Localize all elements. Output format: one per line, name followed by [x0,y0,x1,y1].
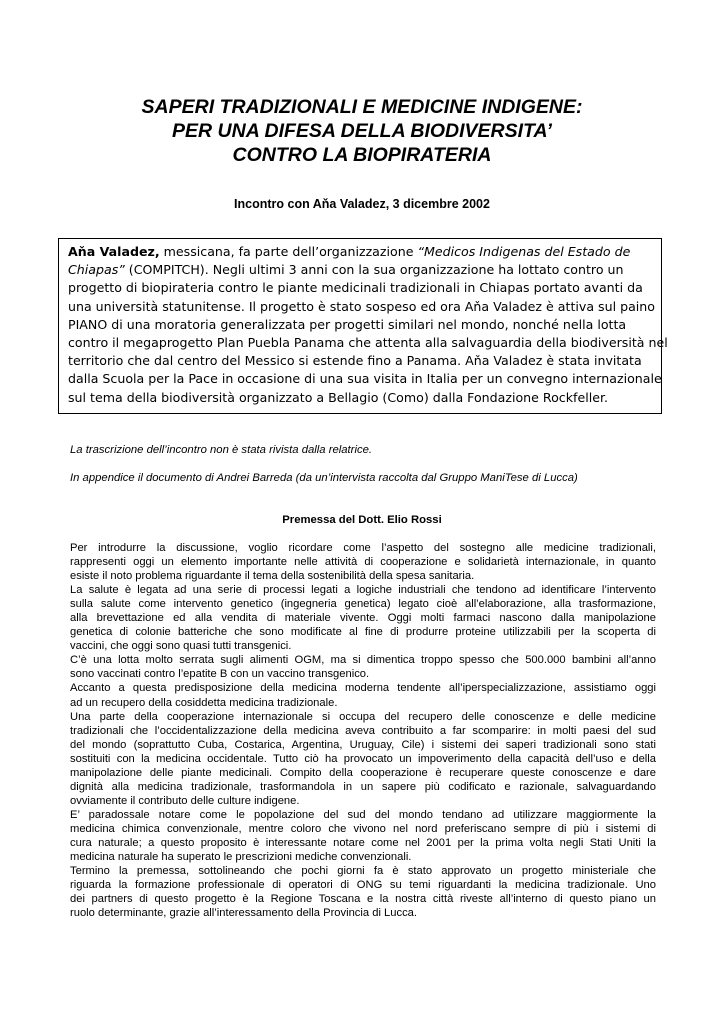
intro-line-text: dalla Scuola per la Pace in occasione di una sua visita in Italia per un convegno internazionale [68,371,662,387]
intro-line [68,261,653,279]
body-line: genetica di colonie batteriche che sono modificate al fine di produrre proteine utilizzabili per la scoperta di [70,626,656,639]
body-line: E’ paradossale notare come le popolazione del sud del mondo tendano ad utilizzare maggiormente la [70,808,656,821]
body-line: ruolo determinante, grazie all’interessamento della Provincia di Lucca. [70,907,417,920]
intro-line-text: progetto di biopirateria contro le piante medicinali tradizionali in Chiapas portato avanti da [68,280,643,296]
intro-line [68,316,653,334]
body-line: vaccini, che oggi sono quasi tutti transgenici. [70,640,292,653]
body-line: del mondo (soprattutto Cuba, Costarica, Argentina, Uruguay, Cile) i sistemi dei saperi tradizionali sono stati [70,738,656,751]
intro-line [68,279,653,297]
body-line: medicina naturale ha superato le prescrizioni mediche convenzionali. [70,851,412,864]
title-line-2: PER UNA DIFESA DELLA BIODIVERSITA’ [172,120,552,142]
intro-line [68,370,662,388]
body-line: esiste il noto problema riguardante il tema della sostenibilità della spesa sanitaria. [70,570,475,583]
intro-line-text: sul tema della biodiversità organizzato a Bellagio (Como) dalla Fondazione Rockfeller. [68,389,608,405]
intro-line [68,298,653,316]
document-title [60,95,664,167]
body-line: alla brevettazione ed alla vendita di materiale vivente. Oggi molti farmaci nascono dalla manipolazione [70,612,656,625]
body-line: sostituiti con la medicina occidentale. Tutto ciò ha provocato un impoverimento della capacità dell’uso e della [70,752,656,765]
title-line-1: SAPERI TRADIZIONALI E MEDICINE INDIGENE: [141,96,583,118]
body-line: riguarda la formazione professionale di operatori di ONG su temi riguardanti la medicina tradizionale. Uno [70,879,656,892]
body-line: C’è una lotta molto serrata sugli alimenti OGM, ma si dimentica troppo spesso che 500.000 bambini all’anno [70,654,656,667]
body-line: ad un recupero della cosiddetta medicina tradizionale. [70,696,338,709]
body-line: sono vaccinati contro l’epatite B con un vaccino transgenico. [70,668,370,681]
intro-line [68,352,653,370]
body-line: ovviamente il contributo delle culture indigene. [70,794,300,807]
document-subtitle: Incontro con Aňa Valadez, 3 dicembre 2002 [234,197,490,211]
body-line: Una parte della cooperazione internazionale si occupa del recupero delle conoscenze e delle medicine [70,710,656,723]
intro-line-text: (COMPITCH). Negli ultimi 3 anni con la sua organizzazione ha lottato contro un [124,262,624,278]
body-line: dignità alla medicina tradizionale, trasformandola in un sapere più codificato e razionale, salvaguardando [70,780,656,793]
body-text [70,541,656,920]
intro-line-text: contro il megaprogetto Plan Puebla Panama che attenta alla salvaguardia della biodiversità nel [68,335,668,351]
intro-line [68,334,668,352]
body-line: La salute è legata ad una serie di processi legati a logiche industriali che tendono ad identificare l’intervento [70,584,656,597]
intro-line-text: territorio che dal centro del Messico si estende fino a Panama. Aňa Valadez è stata invitata [68,353,642,369]
body-line: Per introdurre la discussione, voglio ricordare come l’aspetto del sostegno alle medicine tradizionali, [70,542,656,554]
body-line: dei partners di questo progetto è la Regione Toscana e la nostra città riveste all’interno di questo piano un [70,893,656,906]
appendix-note: In appendice il documento di Andrei Barreda (da un’intervista raccolta dal Gruppo ManiTese di Lucca) [70,472,578,484]
body-line: manipolazione delle piante medicinali. Compito della cooperazione è recuperare queste conoscenze e dare [70,766,656,779]
intro-line-text: messicana, fa parte dell’organizzazione [159,244,418,259]
body-line: medicina chimica convenzionale, mentre coloro che vivono nel nord preferiscano sempre di più i sistemi di [70,822,656,835]
body-line: sulla salute come intervento genetico (ingegneria genetica) legato cioè all’elaborazione, alla trasformazione, [70,598,656,611]
intro-box [58,238,668,414]
intro-line-text: PIANO di una moratoria generalizzata per progetti similari nel mondo, nonché nella lotta [68,316,627,332]
body-line: rappresenti oggi un elemento importante nelle attività di cooperazione e solidarietà internazionale, in quanto [70,556,656,569]
intro-line [68,389,653,407]
transcription-note: La trascrizione dell’incontro non è stata rivista dalla relatrice. [70,444,373,456]
intro-line-text: una università statunitense. Il progetto è stato sospeso ed ora Aňa Valadez è attiva sul paino [68,298,655,314]
title-line-3: CONTRO LA BIOPIRATERIA [232,144,492,166]
body-line: Termino la premessa, sottolineando che pochi giorni fa è stato approvato un progetto ministeriale che [70,865,656,878]
body-line: cura naturale; a questo proposito è interessante notare come nel 2001 per la prima volta negli Stati Uniti la [70,836,656,849]
body-line: tradizionali che l’occidentalizzazione della medicina aveva contribuito a far scomparire: in molti paesi del sud [70,724,656,737]
intro-line-italic: “Medicos Indigenas del Estado de [417,244,631,259]
intro-line-italic: Chiapas” [68,262,125,278]
intro-line-bold: Aňa Valadez, [68,244,160,259]
intro-line [68,243,653,261]
section-title: Premessa del Dott. Elio Rossi [282,514,442,526]
body-line: Accanto a questa predisposizione della medicina moderna tendente all’iperspecializzazione, assistiamo oggi [70,682,656,695]
